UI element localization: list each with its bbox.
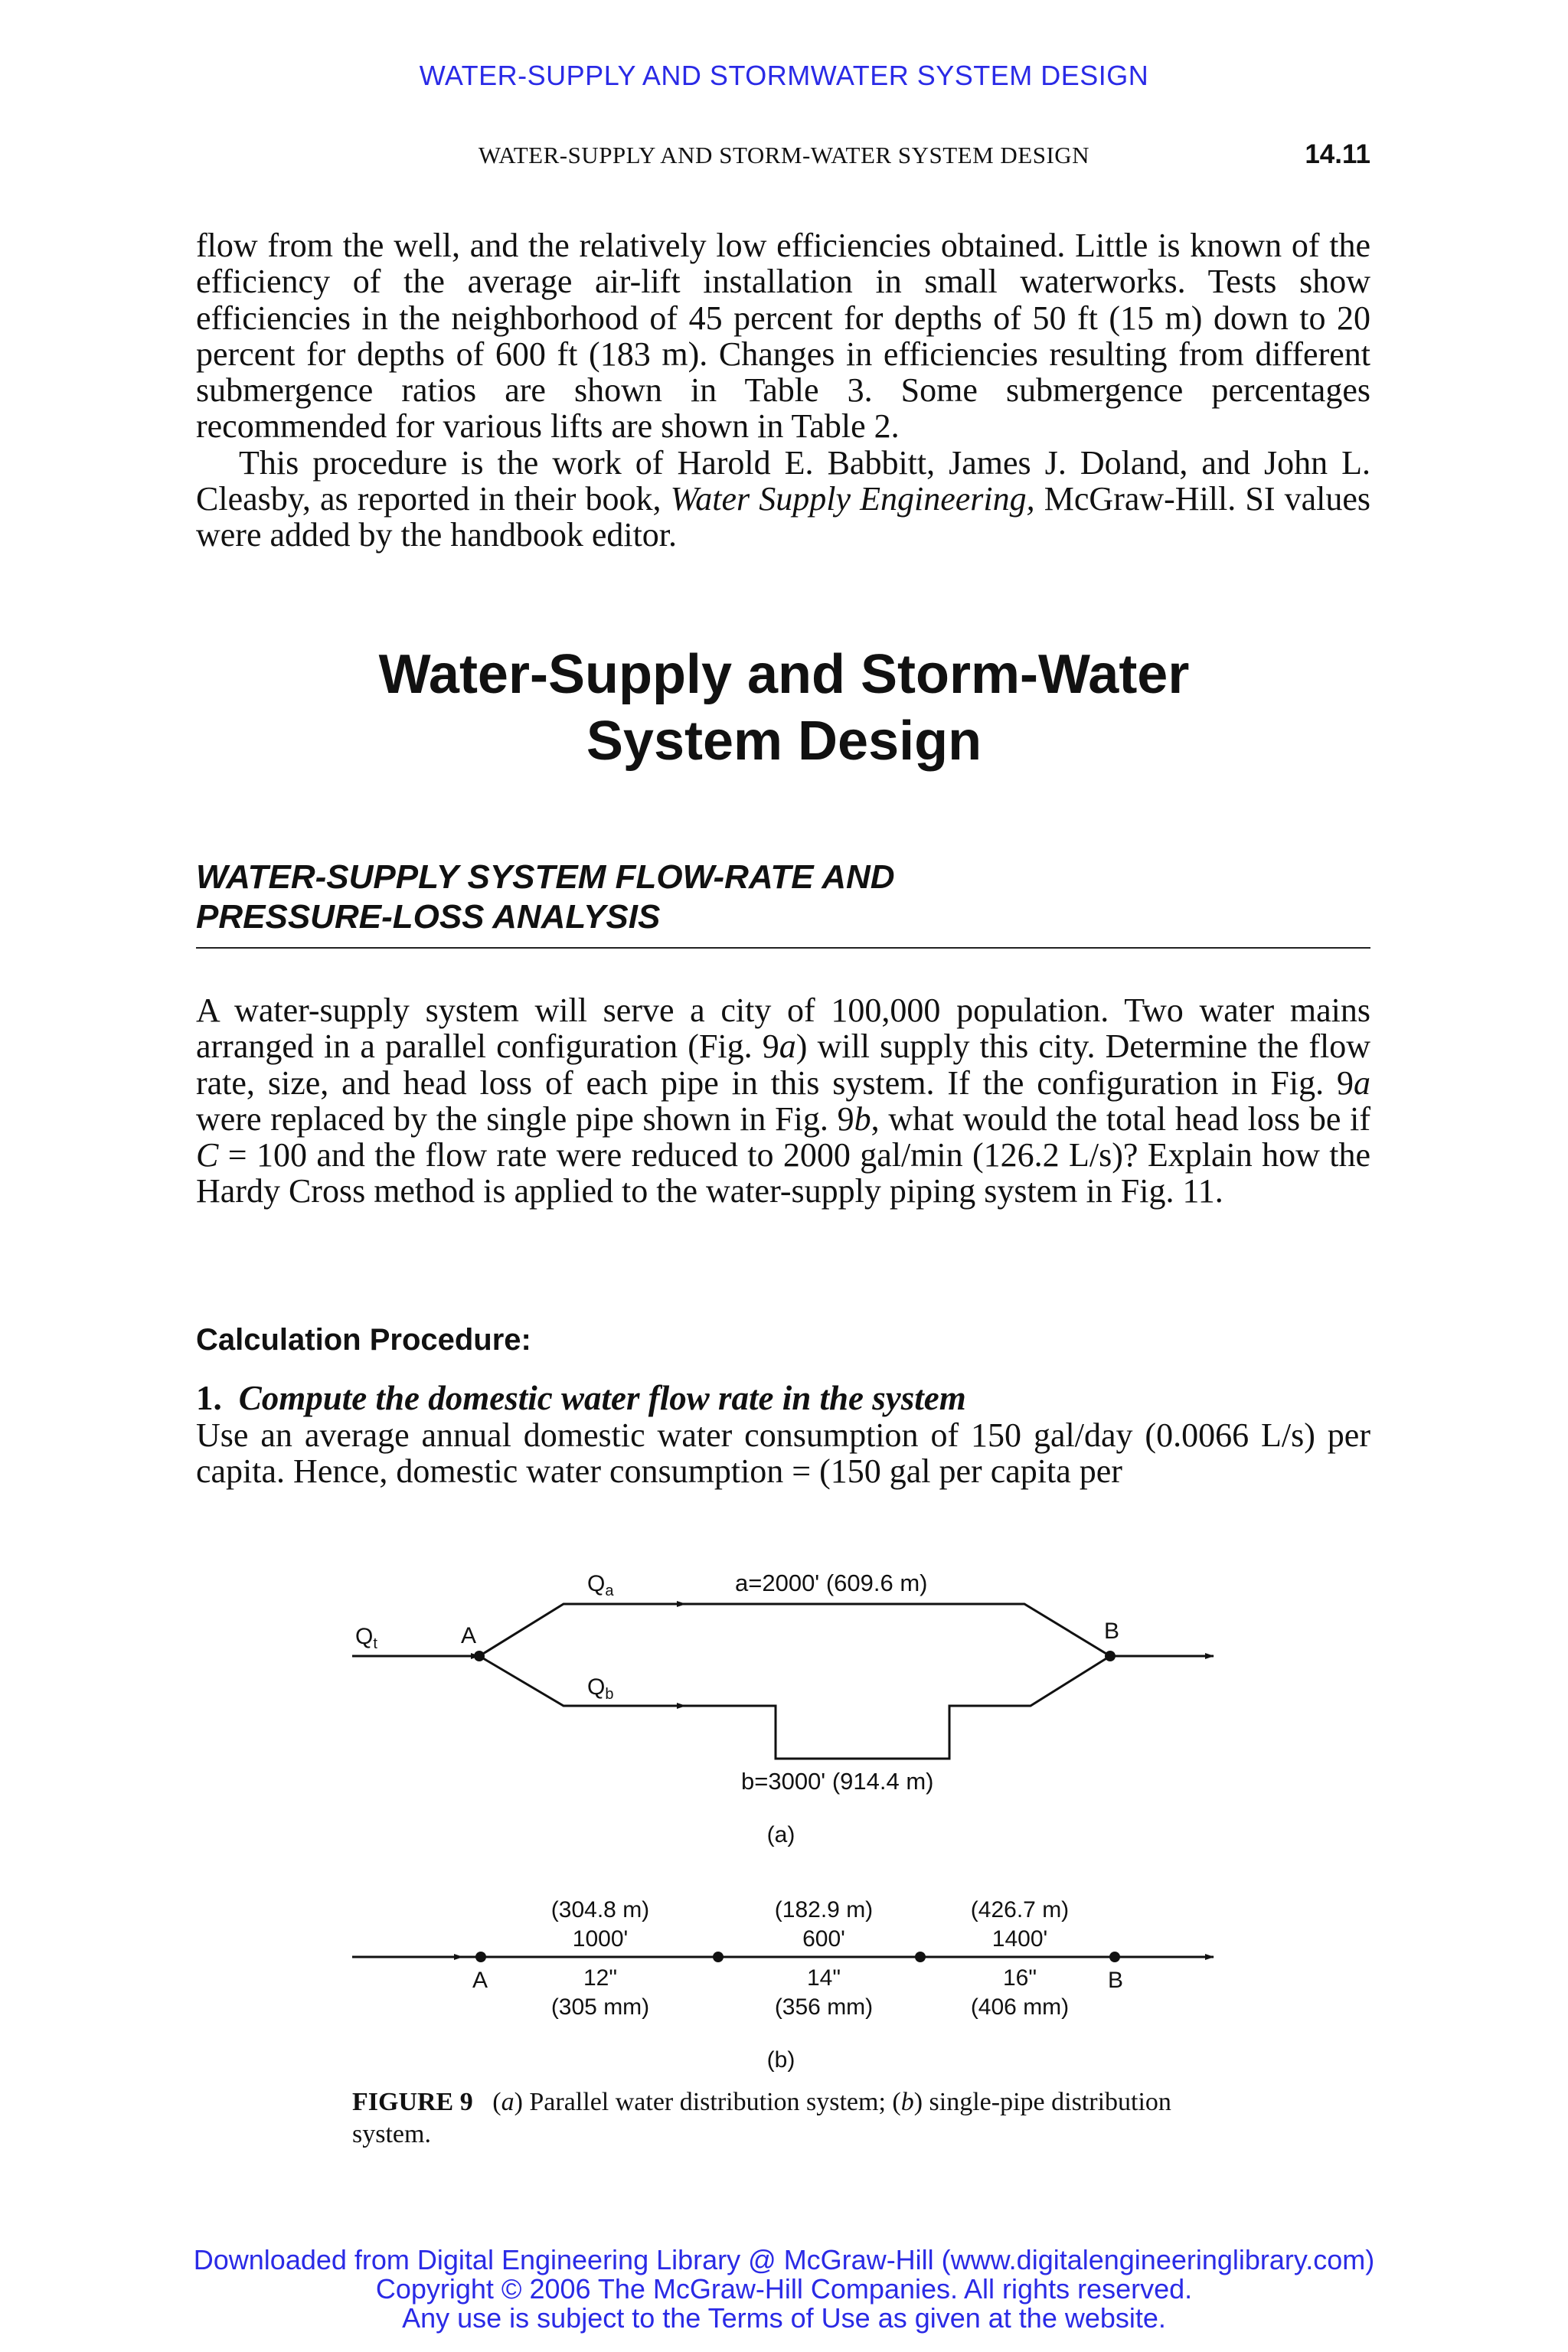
label-qb: $Q_b$ <box>587 1674 614 1703</box>
node-b-dot <box>1105 1651 1116 1661</box>
segment-1-metric-length: (304.8 m) <box>550 1897 650 1922</box>
problem-text-4: , what would the total head loss be if <box>871 1099 1370 1138</box>
caption-text-2: ) Parallel water distribution system; ( <box>514 2088 901 2116</box>
segment-2-length: 600' <box>802 1926 845 1952</box>
segment-3-diameter: 16" <box>1002 1965 1037 1991</box>
junction-1-dot <box>713 1952 724 1962</box>
segment-1-diameter: 12" <box>583 1965 618 1991</box>
caption-b: (b) <box>766 2047 795 2073</box>
segment-2-metric-length: (182.9 m) <box>774 1897 874 1922</box>
segment-3-metric-diameter: (406 mm) <box>970 1994 1070 2020</box>
step-1-heading <box>196 1378 966 1418</box>
junction-2-dot <box>915 1952 926 1962</box>
intro-p2-start: This procedure is the work of Harold E. Babbitt, James J. Doland, and John L. Cleasby, as reported in their book, <box>196 443 1370 518</box>
footer <box>0 2246 1568 2333</box>
problem-italic-3: b <box>854 1099 871 1138</box>
problem-italic-1: a <box>779 1027 796 1066</box>
label-b-node-b: B <box>1108 1968 1124 1993</box>
section-title <box>0 642 1568 775</box>
problem-paragraph <box>196 992 1370 1210</box>
problem-text-5: = 100 and the flow rate were reduced to 2000 gal/min (126.2 L/s)? Explain how the Hardy Cross method is applied to the water-supply piping system in Fig. 11. <box>196 1136 1370 1210</box>
subsection-title-line-1: WATER-SUPPLY SYSTEM FLOW-RATE AND <box>196 858 895 896</box>
running-head: WATER-SUPPLY AND STORM-WATER SYSTEM DESIGN <box>478 142 1090 168</box>
node-b-a-dot <box>475 1952 486 1962</box>
intro-text <box>196 227 1370 554</box>
footer-copyright: Copyright © 2006 The McGraw-Hill Companies. All rights reserved. <box>375 2273 1193 2305</box>
step-1-paragraph: Use an average annual domestic water consumption of 150 gal/day (0.0066 L/s) per capita. Hence, domestic water consumption = (150 gal per capita per <box>196 1416 1370 1491</box>
figure-9-diagram <box>0 1554 1568 2075</box>
problem-italic-2: a <box>1354 1063 1370 1102</box>
calculation-heading: Calculation Procedure: <box>196 1323 531 1357</box>
book-title: Water Supply Engineering, <box>670 480 1035 518</box>
caption-italic-a: a <box>501 2088 514 2116</box>
problem-italic-4: C <box>196 1136 219 1174</box>
intro-paragraph-1: flow from the well, and the relatively low efficiencies obtained. Little is known of the efficiency of the average air-lift installation in small waterworks. Tests show efficiencies in the neighborhood of 45 percent for depths of 50 ft (15 m) down to 20 percent for depths of 600 ft (183 m). Changes in efficiencies resulting from different submergence ratios are shown in Table 3. Some submergence percentages recommended for various lifts are shown in Table 2. <box>196 227 1370 446</box>
label-pipe-a: a=2000' (609.6 m) <box>735 1570 928 1596</box>
segment-1-metric-diameter: (305 mm) <box>550 1994 650 2020</box>
footer-download-link[interactable]: Downloaded from Digital Engineering Library @ McGraw-Hill (www.digitalengineeringlibrary.com) <box>193 2244 1375 2275</box>
subsection-title-line-2: PRESSURE-LOSS ANALYSIS <box>196 898 661 936</box>
pipe-a <box>479 1604 1110 1656</box>
caption-text-3: ) single-pipe distribution system. <box>352 2088 1171 2148</box>
diagram-a <box>352 1604 1214 1759</box>
problem-text-1: A water-supply system will serve a city of 100,000 population. Two water mains arranged in a parallel configuration (Fig. 9 <box>196 991 1370 1066</box>
node-b-b-dot <box>1109 1952 1120 1962</box>
problem-statement <box>196 992 1370 1210</box>
top-banner: WATER-SUPPLY AND STORMWATER SYSTEM DESIGN <box>419 60 1149 91</box>
label-b-node-a: A <box>472 1968 488 1993</box>
segment-1-length: 1000' <box>572 1926 629 1952</box>
step-1-number: 1. <box>196 1379 222 1417</box>
label-qt: $Q_t$ <box>355 1624 377 1652</box>
figure-label: FIGURE 9 <box>352 2088 473 2116</box>
problem-text-2: ) will supply this city. Determine the flow rate, size, and head loss of each pipe in this system. If the configuration in Fig. 9 <box>196 1027 1370 1102</box>
footer-terms[interactable]: Any use is subject to the Terms of Use as given at the website. <box>402 2302 1166 2334</box>
segment-3-length: 1400' <box>991 1926 1048 1952</box>
segment-3-metric-length: (426.7 m) <box>970 1897 1070 1922</box>
label-qa: $Q_a$ <box>587 1571 614 1599</box>
step-1-text <box>196 1417 1370 1490</box>
label-node-a: A <box>461 1623 477 1648</box>
caption-text-1: ( <box>492 2088 501 2116</box>
section-title-line-1: Water-Supply and Storm-Water <box>378 644 1190 705</box>
step-1-title: Compute the domestic water flow rate in the system <box>238 1379 966 1417</box>
page-number: 14.11 <box>1305 139 1370 169</box>
pipe-b <box>479 1656 1110 1759</box>
segment-2-diameter: 14" <box>806 1965 841 1991</box>
node-a-dot <box>474 1651 485 1661</box>
segment-2-metric-diameter: (356 mm) <box>774 1994 874 2020</box>
caption-a: (a) <box>766 1822 795 1847</box>
figure-caption <box>352 2086 1217 2151</box>
intro-p2-end: McGraw-Hill. SI values were added by the handbook editor. <box>196 480 1371 554</box>
label-node-b: B <box>1104 1619 1120 1644</box>
caption-italic-b: b <box>900 2088 914 2116</box>
intro-paragraph-2 <box>196 445 1370 554</box>
subsection-rule <box>196 947 1370 949</box>
label-pipe-b: b=3000' (914.4 m) <box>741 1768 934 1795</box>
problem-text-3: were replaced by the single pipe shown in Fig. 9 <box>196 1099 854 1138</box>
subsection-title <box>196 858 895 937</box>
section-title-line-2: System Design <box>586 710 982 772</box>
